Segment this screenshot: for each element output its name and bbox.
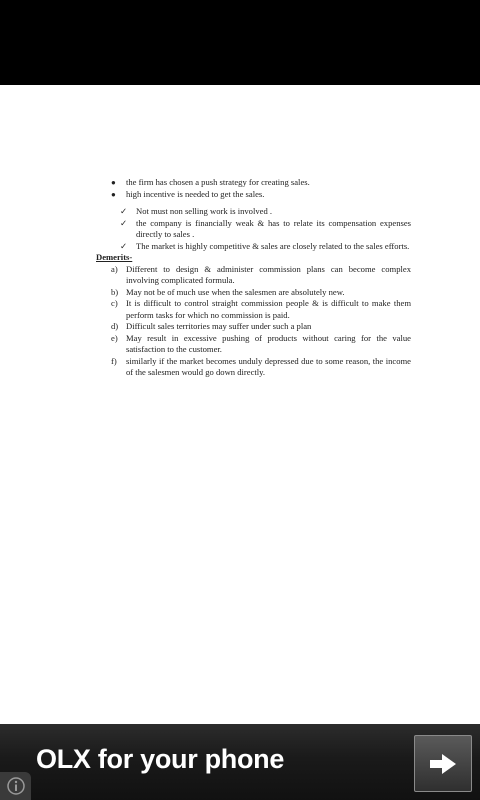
demerit-item [95, 321, 411, 333]
checkmark-icon: ✓ [120, 206, 128, 216]
ad-arrow-button[interactable] [414, 735, 472, 792]
info-icon [6, 776, 26, 796]
check-item [95, 218, 411, 241]
check-text: the company is financially weak & has to relate its compensation expenses directly to sales . [136, 217, 411, 239]
demerit-text: Different to design & administer commission plans can become complex involving complicated formula. [126, 263, 411, 285]
document-content [95, 177, 411, 379]
ad-banner[interactable] [0, 724, 480, 800]
demerit-marker: a) [111, 263, 118, 274]
demerit-text: May result in excessive pushing of products without caring for the value satisfaction to the customer. [126, 332, 411, 354]
check-text: The market is highly competitive & sales are closely related to the sales efforts. [136, 240, 410, 251]
checkmark-icon: ✓ [120, 240, 128, 251]
demerit-marker: c) [111, 298, 118, 308]
demerit-text: May not be of much use when the salesmen are absolutely new. [126, 286, 345, 297]
document-page[interactable] [0, 85, 480, 724]
arrow-right-icon [428, 752, 458, 776]
ad-text[interactable]: OLX for your phone [36, 744, 285, 774]
demerit-item [95, 264, 411, 287]
demerit-item [95, 298, 411, 321]
bullet-item [95, 177, 411, 189]
demerit-item [95, 287, 411, 299]
demerit-text: Difficult sales territories may suffer under such a plan [126, 321, 312, 331]
demerit-text: similarly if the market becomes unduly depressed due to some reason, the income of the salesmen would go down directly. [126, 355, 411, 377]
check-text: Not must non selling work is involved . [136, 206, 273, 216]
check-item [95, 241, 411, 253]
demerit-marker: f) [111, 355, 117, 366]
ad-info-button[interactable] [0, 772, 31, 800]
demerit-marker: b) [111, 286, 119, 297]
bullet-dot-icon: ● [111, 189, 116, 199]
top-black-bar [0, 0, 480, 85]
demerit-marker: d) [111, 321, 119, 331]
demerit-item [95, 356, 411, 379]
demerit-text: It is difficult to control straight commission people & is difficult to make them perform tasks for which no commission is paid. [126, 298, 411, 320]
checkmark-icon: ✓ [120, 217, 128, 228]
demerits-heading: Demerits- [96, 252, 133, 262]
check-item [95, 206, 411, 218]
bullet-item [95, 189, 411, 201]
demerit-marker: e) [111, 332, 118, 343]
demerit-item [95, 333, 411, 356]
bullet-dot-icon: ● [111, 178, 116, 187]
bullet-text: high incentive is needed to get the sales. [126, 188, 265, 199]
bullet-text: the firm has chosen a push strategy for creating sales. [126, 177, 310, 187]
